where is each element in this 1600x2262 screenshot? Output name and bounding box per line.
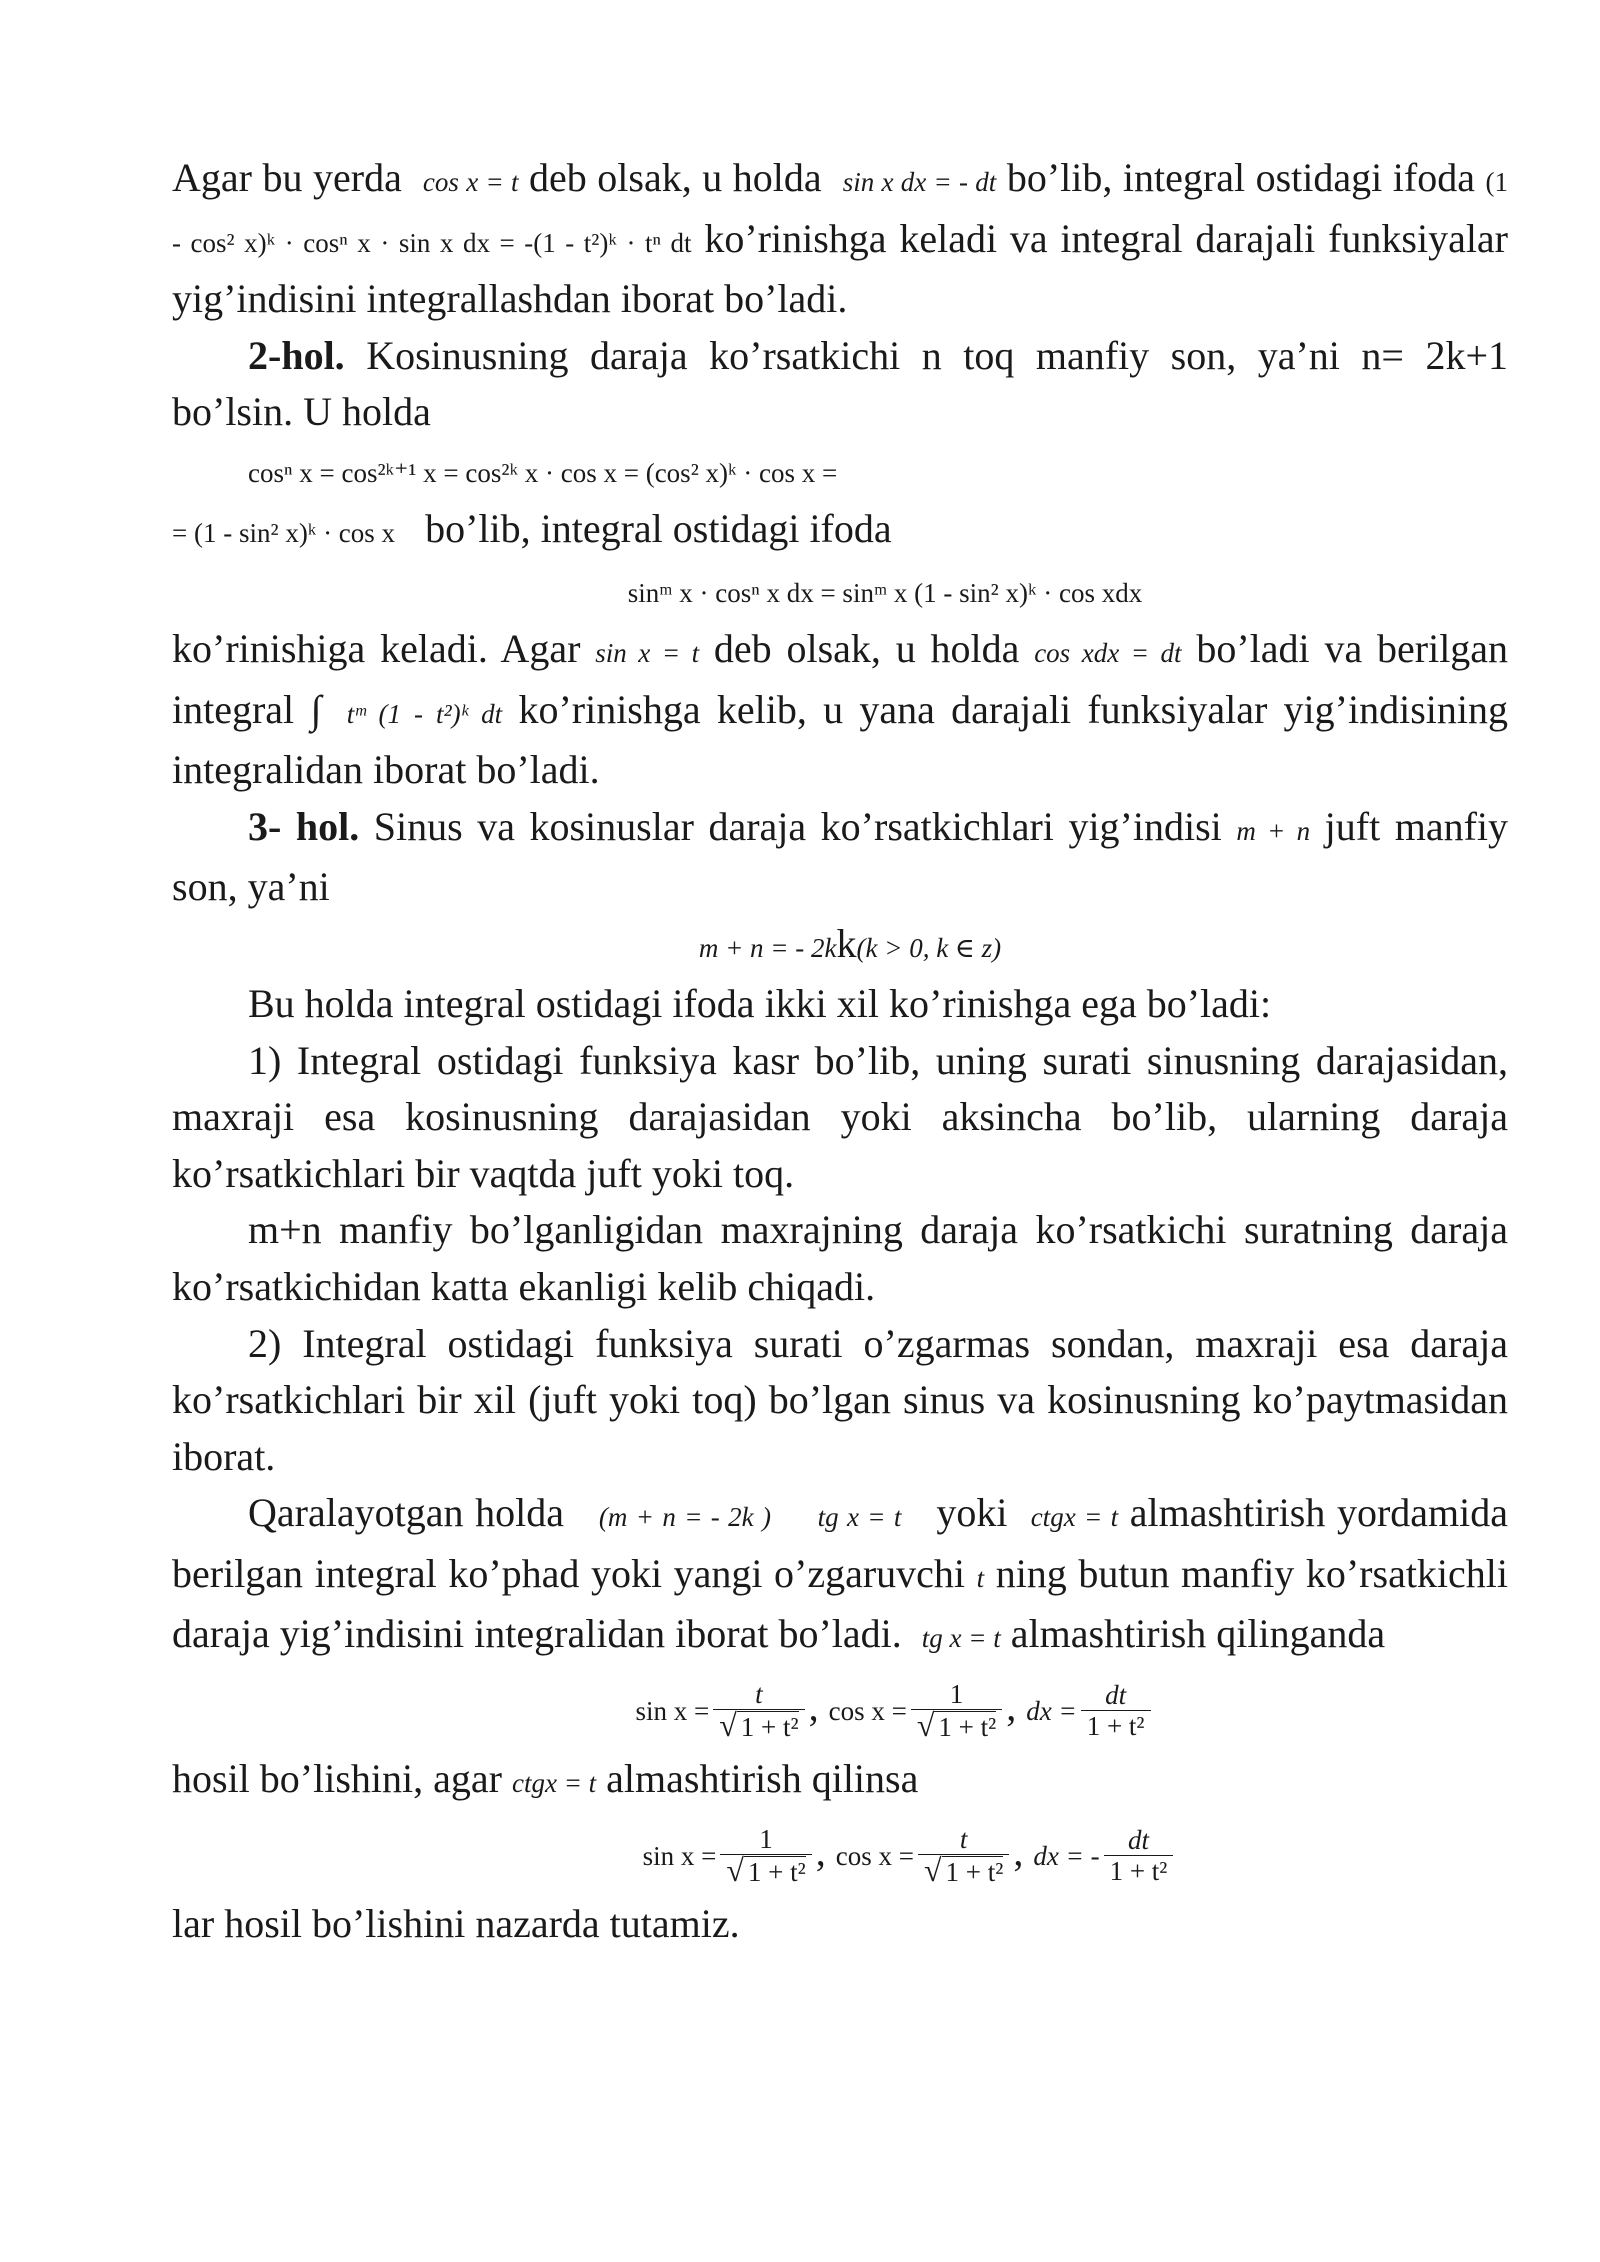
formula: tg x = t: [921, 1623, 1001, 1654]
formula: tg x = t: [817, 1502, 902, 1533]
formula: (1 - cos² x)ᵏ · cosⁿ x · sin x dx = -(1 - t²)ᵏ · tⁿ dt: [172, 167, 1509, 258]
formula: m + n = - 2k: [698, 932, 837, 963]
text: deb olsak, u holda: [713, 625, 1020, 671]
case-heading: 2-hol.: [248, 332, 345, 378]
formula: cos x =: [828, 1696, 907, 1727]
formula: sin x = t: [595, 637, 700, 668]
text: yoki: [936, 1490, 1008, 1536]
formula: sin x dx = - dt: [842, 167, 997, 197]
text: bo’ladi va berilgan integral: [172, 625, 1509, 732]
sqrt-icon: √: [719, 1707, 737, 1744]
denominator: 1 + t²: [737, 1711, 799, 1742]
text: almashtirish qilinganda: [1010, 1611, 1386, 1657]
formula: dx = -: [1033, 1840, 1100, 1871]
denominator: 1 + t²: [744, 1856, 806, 1887]
text: almashtirish yordamida berilgan integral ko’phad yoki yangi o’zgaruvchi: [172, 1490, 1509, 1596]
formula: sin x =: [642, 1840, 717, 1871]
fraction: [918, 1824, 1009, 1887]
text: hosil bo’lishini, agar: [172, 1756, 502, 1802]
sqrt-icon: √: [726, 1851, 744, 1888]
text: ning butun manfiy ko’rsatkichli daraja yig’indisini integralidan iborat bo’ladi.: [172, 1550, 1509, 1657]
text: ko’rinishga kelib, u yana darajali funksiyalar yig’indisining integralidan iborat bo’ladi.: [172, 686, 1508, 793]
numerator: t: [918, 1824, 1009, 1855]
paragraph-4: [172, 799, 1508, 916]
substitution-formulas-tg: sin x = $\frac{t}{\text{√ 1 + t²}}$ , cos x = $\frac{1}{\text{√ 1 + t²}}$ , dx = $\frac{dt}{\text{1 + t²}}$: [172, 1667, 1508, 1751]
numerator: dt: [1081, 1680, 1151, 1711]
formula: sinᵐ x · cosⁿ x dx = sinᵐ x (1 - sin² x)ᵏ · cos xdx: [627, 577, 1143, 608]
paragraph-3: [172, 621, 1508, 799]
denominator: 1 + t²: [1109, 1855, 1168, 1886]
text: ko’rinishiga keladi. Agar: [172, 625, 581, 671]
text: Sinus va kosinuslar daraja ko’rsatkichlari yig’indisi: [373, 803, 1222, 849]
text: Agar bu yerda: [172, 155, 402, 200]
numerator: 1: [911, 1679, 1002, 1710]
case-heading: 3- hol.: [248, 803, 360, 849]
equation-1-line-2: [172, 501, 1508, 561]
document-page: [172, 150, 1508, 1952]
text: Kosinusning daraja ko’rsatkichi n toq manfiy son, ya’ni n= 2k+1 bo’lsin. U holda: [172, 332, 1509, 435]
numerator: t: [713, 1679, 804, 1710]
denominator: 1 + t²: [942, 1856, 1004, 1887]
sqrt-icon: √: [923, 1851, 942, 1888]
numerator: dt: [1104, 1825, 1174, 1856]
text: almashtirish qilinsa: [606, 1756, 919, 1802]
text: juft manfiy son, ya’ni: [172, 803, 1509, 910]
formula: sin x =: [635, 1696, 710, 1727]
equation-2: [172, 561, 1508, 621]
paragraph-10: [172, 1751, 1508, 1812]
equation-3: [172, 916, 1508, 976]
paragraph-6: 1) Integral ostidagi funksiya kasr bo’lib, uning surati sinusning darajasidan, maxraji esa kosinusning darajasidan yoki aksincha bo’lib, ularning daraja ko’rsatkichlari bir vaqtda juft yoki toq.: [172, 1037, 1508, 1196]
formula: ctgx = t: [511, 1768, 597, 1799]
formula: cos x = t: [422, 167, 519, 197]
text: bo’lib, integral ostidagi ifoda: [425, 505, 892, 551]
fraction: [1104, 1825, 1174, 1886]
formula: t: [976, 1562, 985, 1593]
paragraph-11: lar hosil bo’lishini nazarda tutamiz.: [172, 1900, 740, 1946]
text: Qaralayotgan holda: [248, 1490, 564, 1536]
text: ko’rinishga keladi va integral darajali funksiyalar yig’indisini integrallashdan iborat bo’ladi.: [172, 215, 1509, 322]
fraction: [720, 1824, 811, 1887]
sqrt-icon: √: [916, 1707, 935, 1744]
formula: cos xdx = dt: [1034, 637, 1182, 668]
formula: k: [836, 920, 857, 966]
paragraph-5: Bu holda integral ostidagi ifoda ikki xil ko’rinishga ega bo’ladi:: [248, 980, 1272, 1026]
text: deb olsak, u holda: [529, 155, 822, 200]
fraction: [1081, 1680, 1151, 1741]
fraction: [911, 1679, 1002, 1742]
numerator: 1: [720, 1824, 811, 1855]
formula: tᵐ (1 - t²)ᵏ dt: [346, 698, 503, 729]
equation-1-line-1: [172, 441, 1508, 501]
formula: ctgx = t: [1030, 1502, 1119, 1533]
paragraph-2: [172, 328, 1508, 441]
substitution-formulas-ctg: sin x = $\frac{1}{\text{√ 1 + t²}}$ , cos x = $\frac{t}{\text{√ 1 + t²}}$ , dx = - $\frac{dt}{\text{1 + t²}}$: [172, 1812, 1508, 1896]
paragraph-1: [172, 150, 1508, 328]
paragraph-7: m+n manfiy bo’lganligidan maxrajning daraja ko’rsatkichi suratning daraja ko’rsatkichidan katta ekanligi kelib chiqadi.: [172, 1207, 1508, 1309]
integral-sign-icon: ∫: [310, 686, 322, 732]
formula: dx =: [1026, 1696, 1077, 1727]
formula: cos x =: [835, 1840, 914, 1871]
paragraph-8: 2) Integral ostidagi funksiya surati o’zgarmas sondan, maxraji esa daraja ko’rsatkichlari bir xil (juft yoki toq) bo’lgan sinus va kosinusning ko’paytmasidan iborat.: [172, 1320, 1508, 1479]
paragraph-9: [172, 1485, 1508, 1667]
fraction: [713, 1679, 804, 1742]
formula: cosⁿ x = cos²ᵏ⁺¹ x = cos²ᵏ x · cos x = (cos² x)ᵏ · cos x =: [248, 457, 838, 488]
formula: (k > 0, k ∈ z): [856, 932, 1002, 963]
formula: = (1 - sin² x)ᵏ · cos x: [172, 517, 396, 548]
formula: (m + n = - 2k ): [598, 1502, 772, 1533]
denominator: 1 + t²: [1086, 1711, 1145, 1742]
text: bo’lib, integral ostidagi ifoda: [1006, 155, 1475, 200]
formula: m + n: [1236, 815, 1311, 846]
denominator: 1 + t²: [934, 1711, 996, 1742]
